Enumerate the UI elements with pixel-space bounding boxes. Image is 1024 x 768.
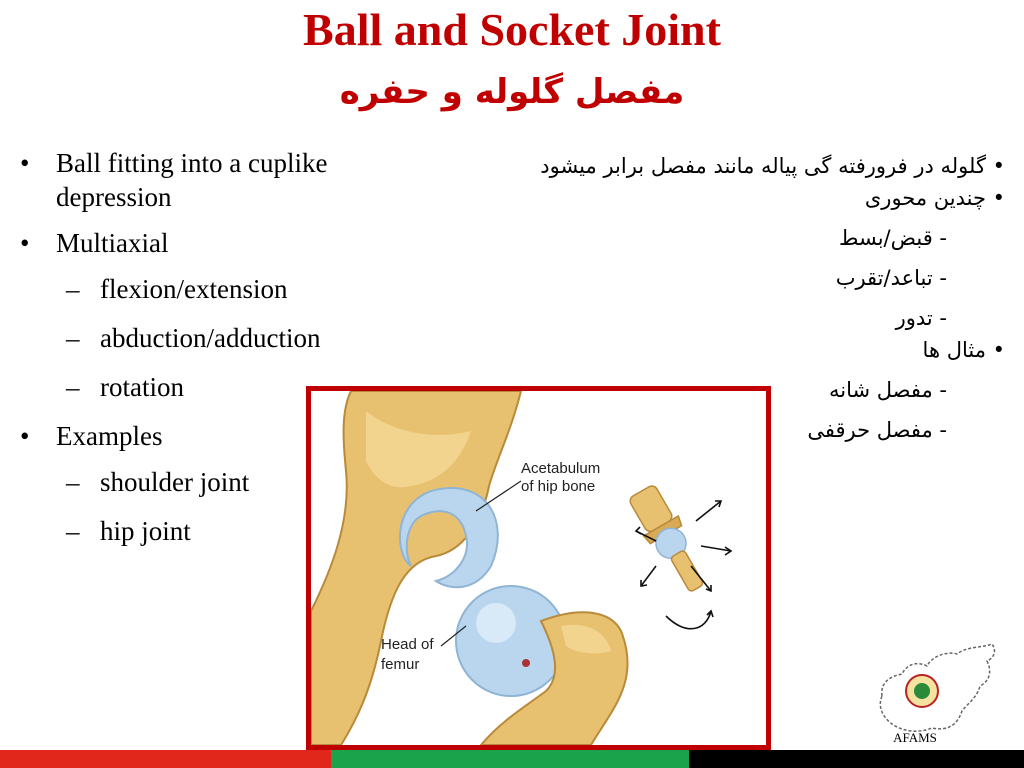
emblem-center	[914, 683, 930, 699]
label-head-line1: Head of	[381, 636, 434, 653]
joint-illustration-frame	[306, 386, 771, 750]
afams-logo-text: AFAMS	[893, 730, 937, 745]
dari-list-item: • گلوله در فرورفته گی پیاله مانند مفصل برابر میشود	[540, 154, 1005, 178]
flag-red-stripe	[0, 750, 331, 768]
list-item-text: Examples	[56, 421, 163, 451]
dash-marker: –	[66, 372, 80, 402]
list-item-text: shoulder joint	[100, 467, 250, 497]
sub-list-item	[18, 272, 418, 306]
label-head-line2: femur	[381, 656, 420, 673]
dash-marker: –	[66, 467, 80, 497]
slide-title: Ball and Socket Joint	[303, 4, 721, 55]
list-item-text: abduction/adduction	[100, 323, 321, 353]
dash-marker: –	[66, 274, 80, 304]
bullet-marker: •	[20, 421, 30, 451]
hip-joint-illustration	[311, 391, 766, 745]
dash-marker: –	[66, 323, 80, 353]
fovea-dot	[522, 659, 530, 667]
list-item-text: rotation	[100, 372, 184, 402]
dari-list-item: • مثال ها	[922, 338, 1005, 362]
list-item-text: flexion/extension	[100, 274, 288, 304]
dari-sub-list-item: - تباعد/تقرب	[835, 266, 947, 290]
flag-color-bar	[0, 750, 1024, 768]
slide-subtitle-dari: مفصل گلوله و حفره	[339, 72, 685, 112]
dash-marker: –	[66, 516, 80, 546]
list-item-text: hip joint	[100, 516, 191, 546]
list-item-text: Ball fitting into a cuplike depression	[56, 148, 328, 212]
list-item-text: Multiaxial	[56, 228, 169, 258]
bullet-marker: •	[20, 148, 30, 178]
sub-list-item	[18, 321, 418, 355]
dari-list-item: • چندین محوری	[864, 186, 1005, 210]
list-item	[18, 226, 418, 260]
femoral-head-shine	[476, 603, 516, 643]
dari-sub-list-item: - مفصل حرقفی	[807, 418, 947, 442]
bullet-marker: •	[20, 228, 30, 258]
joint-model-icon	[624, 481, 715, 598]
dari-sub-list-item: - مفصل شانه	[828, 378, 947, 402]
dari-sub-list-item: - تدور	[895, 306, 947, 330]
flag-green-stripe	[331, 750, 689, 768]
flag-black-stripe	[689, 750, 1024, 768]
dari-sub-list-item: - قبض/بسط	[839, 226, 947, 250]
label-acetabulum-line2: of hip bone	[521, 478, 596, 495]
list-item	[18, 146, 418, 214]
label-acetabulum-line1: Acetabulum	[521, 460, 601, 477]
